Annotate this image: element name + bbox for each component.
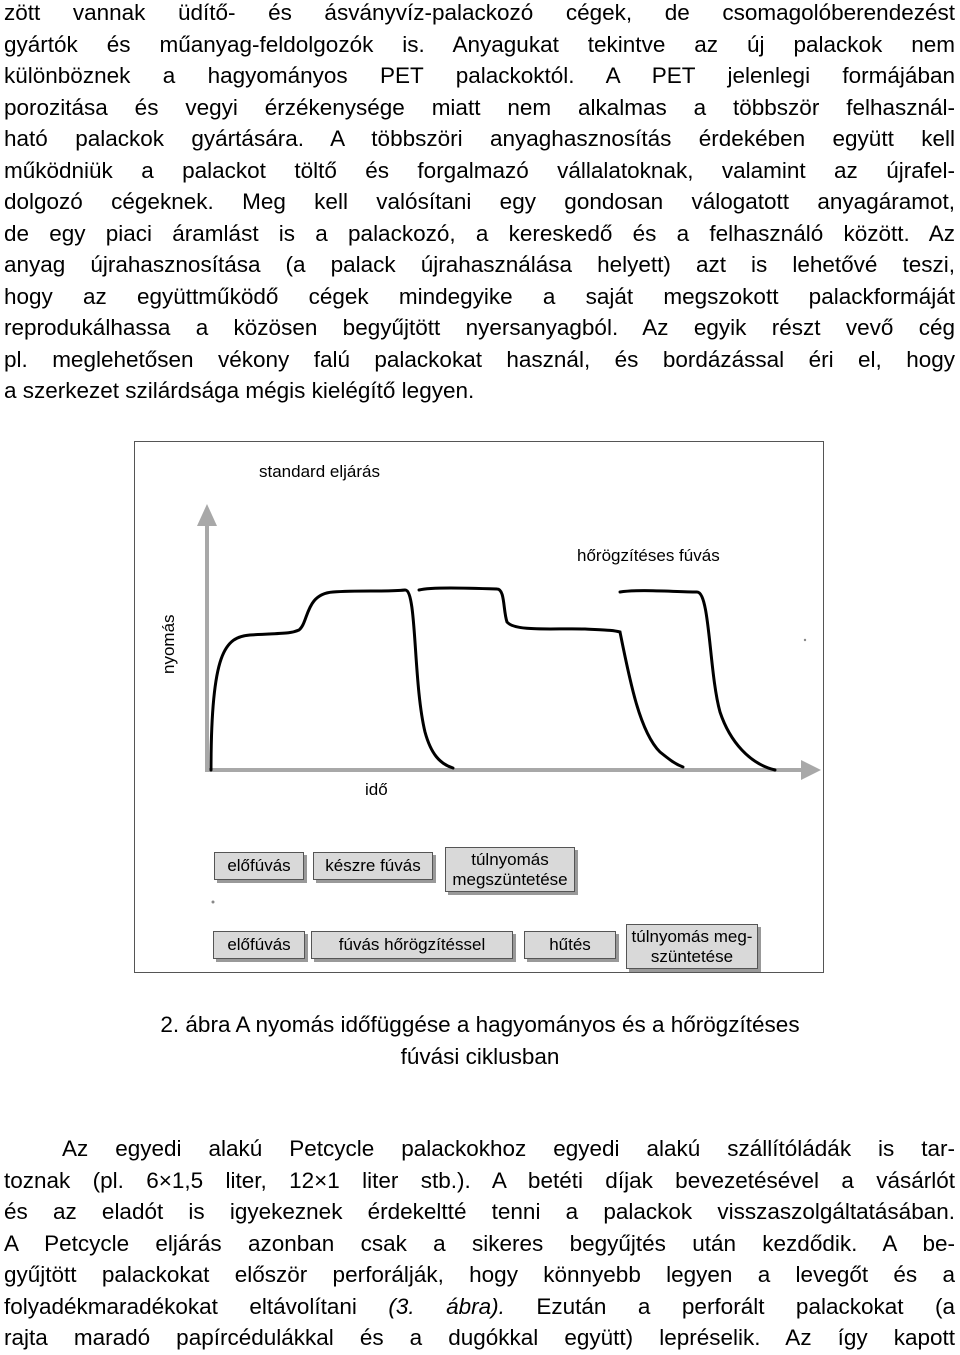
- phase-box: [311, 931, 513, 959]
- y-axis-label: nyomás: [159, 614, 178, 674]
- x-axis-arrow: [801, 760, 821, 780]
- separator-dot: [212, 901, 215, 904]
- phase-box: [524, 931, 616, 959]
- text-line: hogy az együttműködő cégek mindegyike a saját megszokott palackformáját: [4, 283, 955, 309]
- phase-label: fúvás hőrögzítéssel: [338, 935, 486, 954]
- y-axis-arrow: [197, 504, 217, 526]
- phase-box: [626, 924, 758, 969]
- text-line: ható palackok gyártására. A többszöri anyaghasznosítás érdekében együtt kell: [4, 126, 955, 151]
- standard-process-label: standard eljárás: [259, 462, 380, 481]
- text-line: anyag újrahasznosítása (a palack újrahasználása helyett) azt is lehetővé teszi,: [4, 252, 955, 277]
- paragraph-top: [4, 0, 955, 407]
- text-line: Az egyedi alakú Petcycle palackokhoz egyedi alakú szállítóládák is tar-: [62, 1136, 955, 1161]
- separator-dot: [804, 639, 806, 641]
- text-line: reprodukálhassa a közösen begyűjtött nyersanyagból. Az egyik részt vevő cég: [4, 315, 955, 340]
- caption-line: fúvási ciklusban: [400, 1043, 560, 1069]
- phase-label: hűtés: [549, 935, 591, 954]
- phase-box: [313, 852, 433, 880]
- text-line: különböznek a hagyományos PET palackoktól. A PET jelenlegi formájában: [4, 63, 955, 88]
- phase-label: túlnyomás: [471, 849, 549, 869]
- heat-set-blowing-label: hőrögzítéses fúvás: [577, 546, 720, 565]
- pressure-time-figure: [134, 441, 824, 973]
- phase-label: előfúvás: [227, 856, 291, 875]
- text-segment: folyadékmaradékokat eltávolítani: [4, 1293, 357, 1319]
- pressure-curve-diagram: [135, 442, 825, 974]
- text-line: porozitása és vegyi érzékenysége miatt nem alkalmas a többször felhasznál-: [4, 94, 955, 120]
- text-line: [4, 1291, 955, 1323]
- text-line: rajta maradó papírcédulákkal és a dugókkal együtt) lepréselik. Az így kapott: [4, 1325, 955, 1350]
- text-line: dolgozó cégeknek. Meg kell valósítani egy gondosan válogatott anyagáramot,: [4, 189, 955, 214]
- text-line: zött vannak üdítő- és ásványvíz-palackozó cégek, de csomagolóberendezést: [4, 0, 955, 25]
- paragraph-bottom: [4, 1133, 955, 1354]
- text-segment: Ezután a perforált palackokat (a: [504, 1293, 955, 1319]
- phase-label: túlnyomás meg-: [631, 926, 753, 946]
- text-line: működniük a palackot töltő és forgalmazó vállalatoknak, valamint az újrafel-: [4, 157, 955, 183]
- text-line: gyártók és műanyag-feldolgozók is. Anyagukat tekintve az új palackok nem: [4, 31, 955, 57]
- phase-label: szüntetése: [650, 946, 734, 966]
- figure-caption: [0, 1009, 960, 1072]
- heat-set-curve-tail: [620, 591, 775, 770]
- caption-line: 2. ábra A nyomás időfüggése a hagyományos és a hőrögzítéses: [160, 1012, 800, 1037]
- phase-box: [445, 847, 575, 892]
- phase-label: készre fúvás: [325, 856, 421, 875]
- text-line: pl. meglehetősen vékony falú palackokat használ, és bordázással éri el, hogy: [4, 346, 955, 372]
- phase-box: [213, 931, 305, 959]
- pressure-curves: [211, 588, 775, 770]
- x-axis-label: idő: [365, 780, 388, 799]
- text-line: és az eladót is igyekeznek érdekeltté tenni a palackok visszaszolgáltatásában.: [4, 1199, 955, 1224]
- figure-reference: (3. ábra).: [388, 1293, 505, 1319]
- phase-box: [214, 852, 304, 880]
- text-line: A Petcycle eljárás azonban csak a sikeres begyűjtés után kezdődik. A be-: [4, 1230, 955, 1256]
- text-line: de egy piaci áramlást is a palackozó, a kereskedő és a felhasználó között. Az: [4, 220, 955, 246]
- text-line: gyűjtött palackokat először perforálják, hogy könnyebb legyen a levegőt és a: [4, 1262, 955, 1287]
- phase-label: előfúvás: [227, 935, 291, 954]
- phase-label: megszüntetése: [452, 869, 568, 889]
- text-line: toznak (pl. 6×1,5 liter, 12×1 liter stb.). A betéti díjak bevezetésével a vásárlót: [4, 1167, 955, 1193]
- heat-set-curve: [419, 588, 683, 767]
- axes: [197, 504, 821, 780]
- text-line: a szerkezet szilárdsága mégis kielégítő legyen.: [4, 378, 475, 403]
- standard-curve: [211, 590, 453, 770]
